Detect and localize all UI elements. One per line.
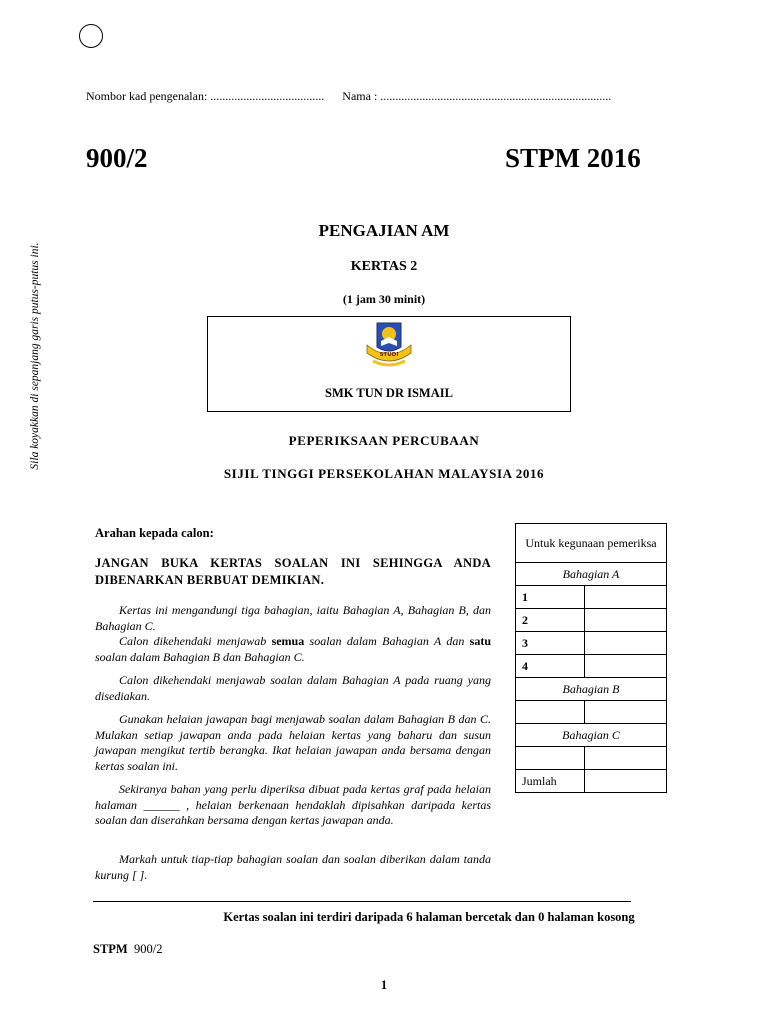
table-row: 3 xyxy=(516,632,667,655)
instructions-warning: JANGAN BUKA KERTAS SOALAN INI SEHINGGA ANDA DIBENARKAN BERBUAT DEMIKIAN. xyxy=(95,556,491,587)
mark-cell xyxy=(585,747,667,770)
footer-divider xyxy=(93,901,631,902)
candidate-id-line xyxy=(86,89,611,104)
mark-cell xyxy=(585,586,667,609)
footer-code: STPM 900/2 xyxy=(93,942,163,956)
instructions-heading: Arahan kepada calon: xyxy=(95,526,214,540)
total-cell xyxy=(585,770,667,793)
instruction-text: Calon dikehendaki menjawab semua soalan dalam Bahagian A dan satu soalan dalam Bahagian B dan Bahagian C. xyxy=(95,634,491,664)
instruction-para-3: Gunakan helaian jawapan bagi menjawab soalan dalam Bahagian B dan C. Mulakan setiap jawapan anda pada helaian kertas yang baharu dan susun jawapan mengikut tertib berangka. Ikat helaian jawapan anda bersama dengan kertas soalan ini. xyxy=(95,712,491,773)
mark-cell xyxy=(585,609,667,632)
name-label: Nama : xyxy=(342,89,378,103)
ic-label: Nombor kad pengenalan: xyxy=(86,89,208,103)
section-a-label: Bahagian A xyxy=(516,563,667,586)
section-b-label: Bahagian B xyxy=(516,678,667,701)
section-c-label: Bahagian C xyxy=(516,724,667,747)
mark-cell xyxy=(585,632,667,655)
total-label: Jumlah xyxy=(516,770,585,793)
instruction-para-2: Calon dikehendaki menjawab soalan dalam Bahagian A pada ruang yang disediakan. xyxy=(95,673,491,703)
page-number: 1 xyxy=(380,978,388,992)
duration: (1 jam 30 minit) xyxy=(342,292,426,306)
punch-hole-circle xyxy=(79,24,103,48)
table-row: 4 xyxy=(516,655,667,678)
examiner-table-header: Untuk kegunaan pemeriksa xyxy=(516,524,667,563)
school-crest-icon xyxy=(359,319,419,371)
certificate-name: SIJIL TINGGI PERSEKOLAHAN MALAYSIA 2016 xyxy=(223,466,545,481)
table-row: 1 xyxy=(516,586,667,609)
table-row xyxy=(516,770,667,793)
crest-text: STUDI xyxy=(379,352,399,358)
subject-title: PENGAJIAN AM xyxy=(318,221,450,240)
pages-note: Kertas soalan ini terdiri daripada 6 halaman bercetak dan 0 halaman kosong xyxy=(223,910,635,924)
instruction-para-4: Sekiranya bahan yang perlu diperiksa dibuat pada kertas graf pada helaian halaman ______ , helaian berkenaan hendaklah dipisahkan daripada kertas soalan dan diserahkan bersama dengan kertas jawapan anda. xyxy=(95,782,491,827)
exam-year: STPM 2016 xyxy=(505,143,641,173)
instruction-para-5: Markah untuk tiap-tiap bahagian soalan dan soalan diberikan dalam tanda kurung [ ]. xyxy=(95,852,491,882)
examiner-table xyxy=(515,523,667,793)
instruction-text: Kertas ini mengandungi tiga bahagian, iaitu Bahagian A, Bahagian B, dan Bahagian C. xyxy=(95,603,491,633)
school-box xyxy=(207,316,571,412)
ic-dots: ...................................... xyxy=(210,89,325,103)
tear-line-note: Sila koyakkan di sepanjang garis putus-putus ini. xyxy=(29,242,41,470)
table-row xyxy=(516,701,667,724)
exam-name: PEPERIKSAAN PERCUBAAN xyxy=(288,433,480,448)
table-row: 2 xyxy=(516,609,667,632)
name-dots: ............................................................................. xyxy=(380,89,612,103)
paper-code: 900/2 xyxy=(86,143,148,173)
paper-number: KERTAS 2 xyxy=(350,259,418,274)
school-name: SMK TUN DR ISMAIL xyxy=(325,386,453,400)
mark-cell xyxy=(585,701,667,724)
instruction-para-1 xyxy=(95,603,491,665)
mark-cell xyxy=(585,655,667,678)
table-row xyxy=(516,747,667,770)
